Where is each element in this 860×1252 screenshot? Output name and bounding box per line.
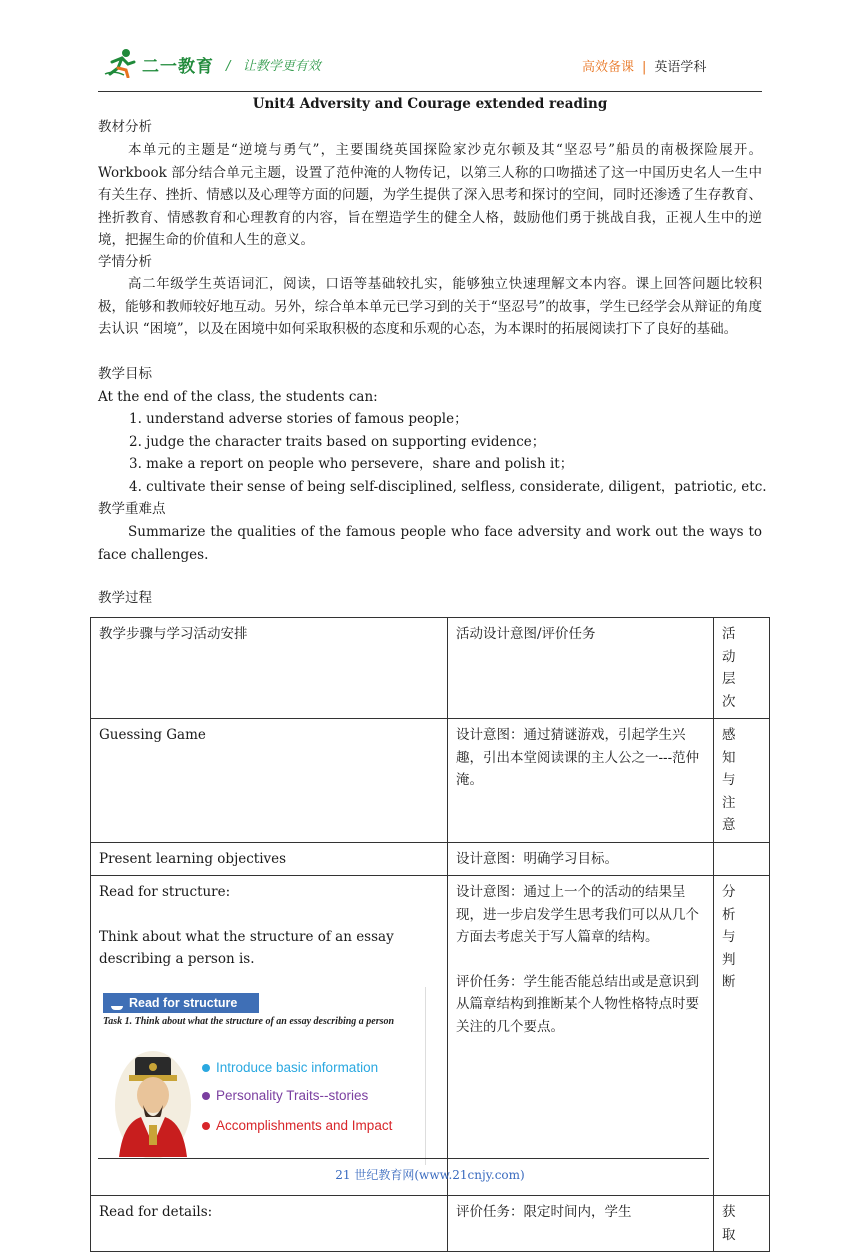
section-heading-textbook-analysis: 教材分析 <box>98 119 152 135</box>
table-row <box>91 719 770 843</box>
step-title: Read for structure: <box>99 884 231 900</box>
table-row <box>91 1196 770 1252</box>
footer-divider <box>98 1158 709 1159</box>
section-paragraph-key-points: Summarize the qualities of the famous people who face adversity and work out the ways to face challenges. <box>98 524 762 563</box>
table-row <box>91 842 770 876</box>
objectives-intro: At the end of the class, the students can: <box>98 389 378 405</box>
table-cell-intent: 评价任务：限定时间内，学生 <box>448 1196 714 1252</box>
table-row <box>91 876 770 1196</box>
slide-task-text: Task 1. Think about what the structure of an essay describing a person <box>103 1015 395 1027</box>
objective-item: 1. understand adverse stories of famous people； <box>129 411 468 427</box>
table-cell-step: Read for details: <box>91 1196 448 1252</box>
section-heading-objectives: 教学目标 <box>98 366 152 382</box>
page-title: Unit4 Adversity and Courage extended reading <box>252 96 608 112</box>
header-slogan: / 让教学更有效 <box>226 59 321 74</box>
section-heading-key-points: 教学重难点 <box>98 501 166 517</box>
evaluation-text: 评价任务：学生能否能总结出或是意识到从篇章结构到推断某个人物性格特点时要关注的几个要点。 <box>456 973 699 1035</box>
header-tag: 高效备课 <box>582 60 635 75</box>
table-cell-level <box>714 842 770 876</box>
table-header-row <box>91 618 770 719</box>
logo-text: 二一教育 <box>142 57 214 77</box>
header-subject-label: 英语学科 <box>654 60 707 75</box>
slide-bullet: Introduce basic information <box>202 1057 378 1080</box>
objective-item: 4. cultivate their sense of being self-disciplined, selfless, considerate, diligent，patriotic, etc. <box>129 479 767 495</box>
table-cell-intent: 设计意图：通过猜谜游戏，引起学生兴趣，引出本堂阅读课的主人公之一---范仲淹。 <box>448 719 714 843</box>
portrait-image <box>113 1045 193 1161</box>
header-subject <box>582 56 706 75</box>
intent-text: 设计意图：通过上一个的活动的结果呈现，进一步启发学生思考我们可以从几个方面去考虑关于写人篇章的结构。 <box>456 884 699 945</box>
bullet-dot-icon <box>202 1122 210 1130</box>
footer-text: 21 世纪教育网(www.21cnjy.com) <box>335 1168 525 1182</box>
bullet-dot-icon <box>202 1064 210 1072</box>
table-cell-step: Present learning objectives <box>91 842 448 876</box>
table-cell-level: 感知与注意 <box>714 719 770 843</box>
section-paragraph-student-analysis: 高二年级学生英语词汇，阅读，口语等基础较扎实，能够独立快速理解文本内容。课上回答问题比较积极，能够和教师较好地互动。另外，综合单本单元已学习到的关于“坚忍号”的故事，学生已经学会从辩证的角度去认识 “困境”，以及在困境中如何采取积极的态度和乐观的心态，为本课时的拓展阅读打下了良好的基础。 <box>98 276 762 337</box>
section-paragraph-textbook-analysis: 本单元的主题是“逆境与勇气”，主要围绕英国探险家沙克尔顿及其“坚忍号”船员的南极探险展开。Workbook 部分结合单元主题，设置了范仲淹的人物传记，以第三人称的口吻描述了这一中国历史名人一生中有关生存、挫折、情感以及心理等方面的问题，为学生提供了深入思考和探讨的空间，同时还渗透了生存教育、挫折教育、情感教育和心理教育的内容，旨在塑造学生的健全人格，鼓励他们勇于挑战自我，正视人生中的逆境，把握生命的价值和人生的意义。 <box>98 142 762 248</box>
slide-banner-text: Read for structure <box>129 995 238 1010</box>
table-cell-intent <box>448 876 714 1196</box>
slide-image <box>99 987 426 1165</box>
header-separator: | <box>642 60 647 75</box>
table-cell-level: 分析与判断 <box>714 876 770 1196</box>
table-cell-step: Guessing Game <box>91 719 448 843</box>
step-detail: Think about what the structure of an essay describing a person is. <box>99 928 394 967</box>
objective-item: 3. make a report on people who persevere，share and polish it； <box>129 456 574 472</box>
slide-bullet: Personality Traits--stories <box>202 1085 368 1108</box>
header-divider <box>98 91 762 92</box>
objective-item: 2. judge the character traits based on supporting evidence； <box>129 434 546 450</box>
table-header-cell: 教学步骤与学习活动安排 <box>91 618 448 719</box>
table-cell-step <box>91 876 448 1196</box>
teaching-process-table <box>90 617 770 1252</box>
slide-bullet: Accomplishments and Impact <box>202 1115 392 1138</box>
table-cell-intent: 设计意图：明确学习目标。 <box>448 842 714 876</box>
ship-icon <box>111 996 123 1010</box>
section-heading-student-analysis: 学情分析 <box>98 254 152 270</box>
slide-banner <box>103 993 259 1013</box>
runner-logo-icon <box>104 48 138 78</box>
table-header-cell: 活动设计意图/评价任务 <box>448 618 714 719</box>
section-heading-process: 教学过程 <box>98 590 152 606</box>
bullet-dot-icon <box>202 1092 210 1100</box>
table-header-cell: 活动层次 <box>714 618 770 719</box>
table-cell-level: 获取 <box>714 1196 770 1252</box>
